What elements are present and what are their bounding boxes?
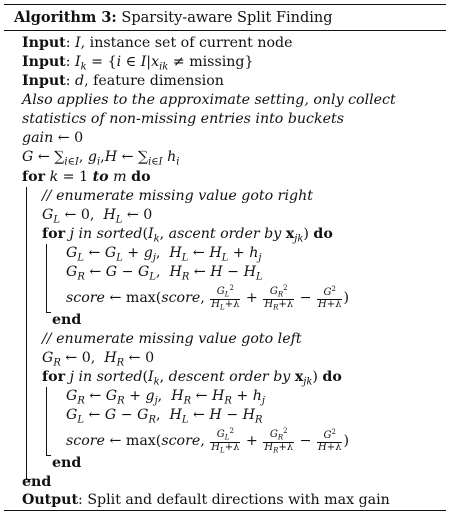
input-line-3: Input: d, feature dimension: [22, 73, 224, 89]
output-keyword: Output: [22, 492, 79, 508]
descent-update-1: $G_R$ ← $G_R + g_j$, $H_R$ ← $H_R + h_j$: [66, 388, 265, 407]
caption-rule: [4, 30, 446, 31]
descent-end: end: [52, 455, 82, 471]
input-line-2: Input: $I_k = \{i$ ∈ $I|x_{ik} \ne missing$}: [22, 54, 254, 73]
algorithm-caption: [14, 9, 333, 26]
input-keyword: Input: [22, 54, 66, 70]
ascent-end: end: [52, 312, 82, 328]
for-j-descent-line: for j in $sorted(I_k$, descent order by $x_{jk}$) do: [42, 369, 342, 388]
input-keyword: Input: [22, 73, 66, 89]
ascent-block-tick: [46, 312, 51, 313]
for-j-ascent-line: for j in $sorted(I_k$, ascent order by $x_{jk}$) do: [42, 226, 333, 245]
input-keyword: Input: [22, 35, 66, 51]
init-left-line: $G_R$ ← 0, $H_R$ ← 0: [42, 350, 155, 369]
comment-left-line: // enumerate missing value goto left: [42, 331, 302, 347]
descent-score-line: score ← max(score, $\frac{G_L^2}{H_L+\lambda}$ + $\frac{G_R^2}{H_R+\lambda}$ − $\frac{G^2}{H+\lambda}$ ): [66, 427, 349, 455]
algorithm-box: [4, 4, 446, 510]
top-rule: [4, 4, 446, 5]
ascent-block-bar: [46, 244, 47, 312]
for-k-end: end: [22, 474, 52, 490]
descent-update-2: $G_L$ ← $G - G_R$, $H_L$ ← $H - H_R$: [66, 407, 263, 426]
g-h-init-line: G ← $\sum_{i\in I}$, $g_i,H$ ← $\sum_{i\in I}$ $h_i$: [22, 149, 180, 168]
comment-right-line: // enumerate missing value goto right: [42, 188, 313, 204]
ascent-score-line: score ← max(score, $\frac{G_L^2}{H_L+\lambda}$ + $\frac{G_R^2}{H_R+\lambda}$ − $\frac{G^2}{H+\lambda}$ ): [66, 284, 349, 312]
output-line: [22, 493, 390, 507]
output-text: : Split and default directions with max gain: [78, 492, 390, 508]
note-line-2: statistics of non-missing entries into buckets: [22, 111, 344, 127]
descent-block-tick: [46, 455, 51, 456]
gain-init-line: gain ← 0: [22, 130, 84, 146]
ascent-update-1: $G_L$ ← $G_L + g_j$, $H_L$ ← $H_L + h_j$: [66, 245, 262, 264]
for-k-block-bar: [26, 187, 27, 479]
algorithm-title: Sparsity-aware Split Finding: [121, 10, 333, 26]
for-k-line: for k = 1 to m do: [22, 169, 151, 185]
bottom-rule: [4, 510, 446, 511]
algorithm-label: Algorithm 3:: [14, 9, 117, 26]
init-right-line: $G_L$ ← 0, $H_L$ ← 0: [42, 207, 153, 226]
ascent-update-2: $G_R$ ← $G - G_L$, $H_R$ ← $H - H_L$: [66, 264, 263, 283]
descent-block-bar: [46, 387, 47, 455]
note-line-1: Also applies to the approximate setting, only collect: [22, 92, 396, 108]
input-line-1: Input: I, instance set of current node: [22, 35, 293, 51]
